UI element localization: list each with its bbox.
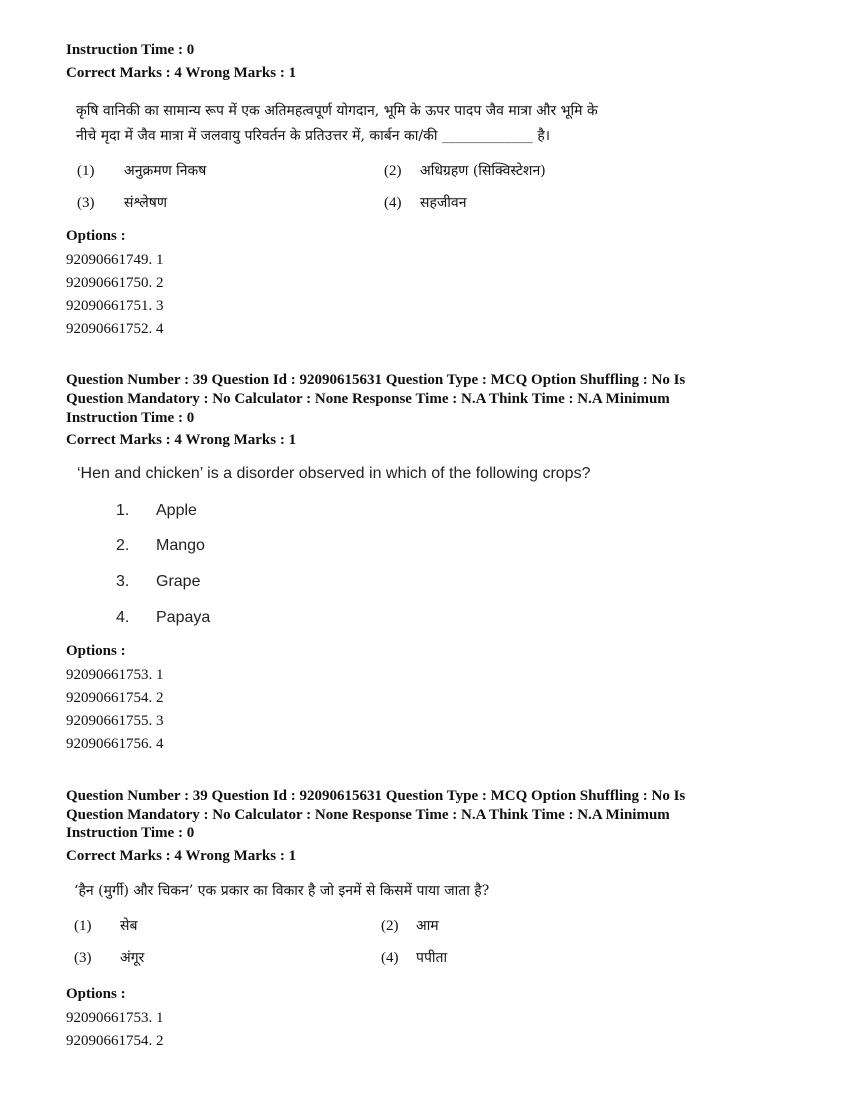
choice-text: Papaya	[156, 609, 211, 626]
choice-number: (4)	[381, 950, 399, 966]
marks-info: Correct Marks : 4 Wrong Marks : 1	[66, 65, 297, 81]
options-label: Options :	[66, 228, 126, 244]
option-id: 92090661752. 4	[66, 321, 164, 337]
choice-number: (1)	[74, 918, 92, 934]
choice-number: (4)	[384, 195, 402, 211]
choice-text: अनुक्रमण निकष	[124, 163, 207, 179]
option-id: 92090661754. 2	[66, 690, 164, 706]
marks-info: Correct Marks : 4 Wrong Marks : 1	[66, 848, 297, 864]
question-meta-line1: Question Number : 39 Question Id : 92090615631 Question Type : MCQ Option Shuffling : No Is	[66, 788, 686, 804]
choice-number: 3.	[116, 573, 130, 590]
option-id: 92090661755. 3	[66, 713, 164, 729]
choice-text: Grape	[156, 573, 201, 590]
choice-text: Apple	[156, 502, 197, 519]
choice-text: आम	[416, 918, 439, 934]
option-id: 92090661751. 3	[66, 298, 164, 314]
options-label: Options :	[66, 643, 126, 659]
choice-number: (2)	[381, 918, 399, 934]
question-text-hindi: ‘हैन (मुर्गी) और चिकन’ एक प्रकार का विकार है जो इनमें से किसमें पाया जाता है?	[74, 883, 490, 899]
option-id: 92090661750. 2	[66, 275, 164, 291]
choice-text: पपीता	[416, 950, 448, 966]
choice-text: अधिग्रहण (सिक्विस्टेशन)	[420, 163, 546, 179]
choice-number: 2.	[116, 537, 130, 554]
option-id: 92090661753. 1	[66, 667, 164, 683]
choice-text: अंगूर	[120, 950, 145, 966]
option-id: 92090661753. 1	[66, 1010, 164, 1026]
option-id: 92090661754. 2	[66, 1033, 164, 1049]
marks-info: Correct Marks : 4 Wrong Marks : 1	[66, 432, 297, 448]
option-id: 92090661756. 4	[66, 736, 164, 752]
question-text-hindi-line2: नीचे मृदा में जैव मात्रा में जलवायु परिवर्तन के प्रतिउत्तर में, कार्बन का/की _____________ है।	[76, 128, 551, 144]
choice-text: संश्लेषण	[124, 195, 167, 211]
choice-text: सहजीवन	[420, 195, 467, 211]
choice-number: 1.	[116, 502, 130, 519]
question-meta-line2: Question Mandatory : No Calculator : None Response Time : N.A Think Time : N.A Minimum	[66, 807, 670, 823]
choice-number: (1)	[77, 163, 95, 179]
question-meta-line2: Question Mandatory : No Calculator : None Response Time : N.A Think Time : N.A Minimum	[66, 391, 670, 407]
choice-number: (2)	[384, 163, 402, 179]
choice-number: (3)	[77, 195, 95, 211]
options-label: Options :	[66, 986, 126, 1002]
choice-number: (3)	[74, 950, 92, 966]
option-id: 92090661749. 1	[66, 252, 164, 268]
question-text-hindi-line1: कृषि वानिकी का सामान्य रूप में एक अतिमहत्वपूर्ण योगदान, भूमि के ऊपर पादप जैव मात्रा और भूमि के	[76, 103, 598, 119]
choice-text: Mango	[156, 537, 205, 554]
choice-number: 4.	[116, 609, 130, 626]
instruction-time: Instruction Time : 0	[66, 410, 195, 426]
choice-text: सेब	[120, 918, 138, 934]
instruction-time: Instruction Time : 0	[66, 825, 195, 841]
question-text-english: ‘Hen and chicken’ is a disorder observed in which of the following crops?	[77, 465, 591, 482]
instruction-time: Instruction Time : 0	[66, 42, 195, 58]
question-meta-line1: Question Number : 39 Question Id : 92090615631 Question Type : MCQ Option Shuffling : No Is	[66, 372, 686, 388]
